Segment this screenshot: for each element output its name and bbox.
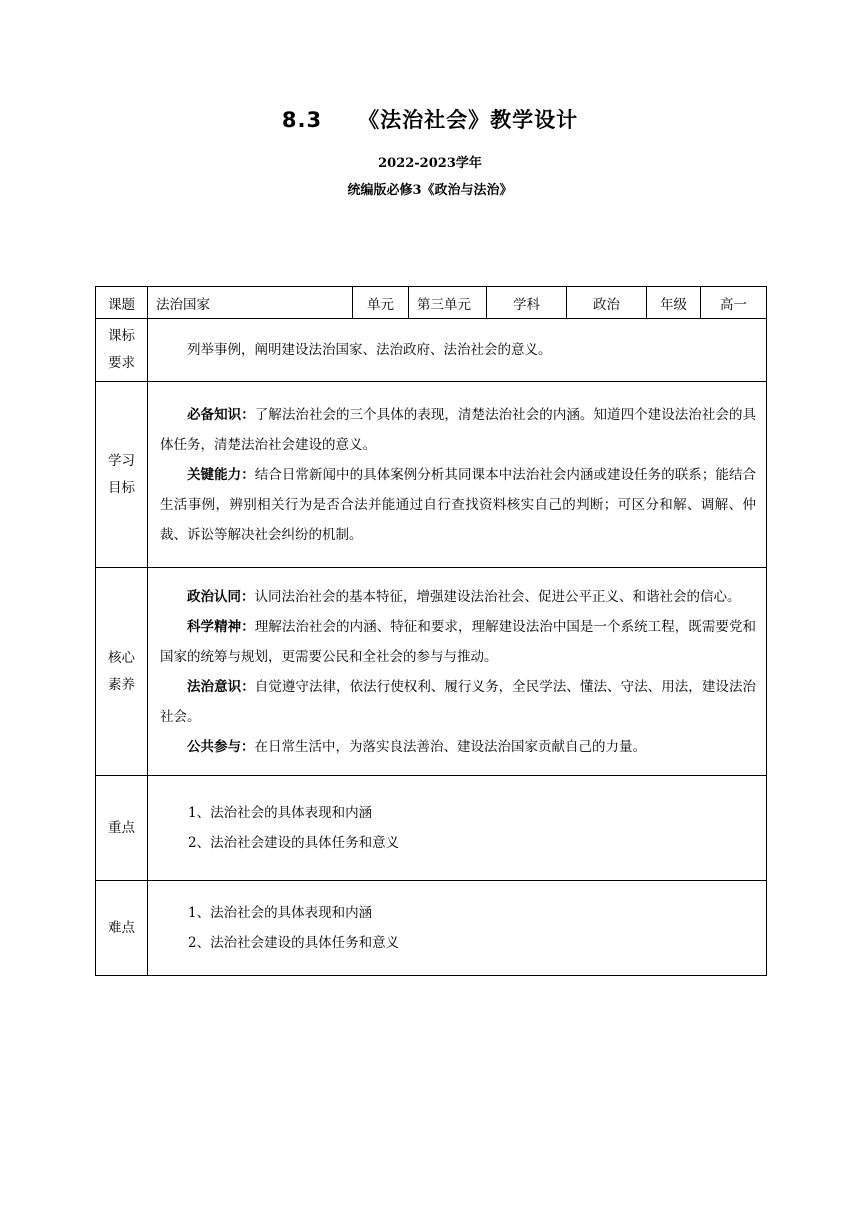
title-text: 《法治社会》教学设计	[358, 108, 579, 132]
objective-item: 关键能力：结合日常新闻中的具体案例分析其同课本中法治社会内涵或建设任务的联系；能结合生活事例，辨别相关行为是否合法并能通过自行查找资料核实自己的判断；可区分和解、调解、仲裁、诉讼等解决社会纠纷的机制。	[160, 466, 757, 543]
literacy-item: 科学精神：理解法治社会的内涵、特征和要求，理解建设法治中国是一个系统工程，既需要党和国家的统筹与规划，更需要公民和全社会的参与与推动。	[160, 618, 757, 665]
textbook-edition: 统编版必修3《政治与法治》	[347, 183, 513, 198]
key-point-item: 1、法治社会的具体表现和内涵	[188, 805, 373, 821]
header-row	[96, 287, 767, 319]
objectives-row	[96, 382, 767, 568]
topic-value: 法治国家	[148, 287, 353, 319]
standard-label: 课标 要求	[96, 319, 148, 382]
objective-item: 必备知识：了解法治社会的三个具体的表现，清楚法治社会的内涵。知道四个建设法治社会的具体任务，清楚法治社会建设的意义。	[160, 406, 757, 453]
grade-label: 年级	[647, 287, 701, 319]
difficulties-label: 难点	[96, 881, 148, 976]
section-number: 8.3	[281, 108, 323, 132]
document-title	[0, 104, 860, 134]
subject-label: 学科	[487, 287, 567, 319]
literacy-item: 公共参与：在日常生活中，为落实良法善治、建设法治国家贡献自己的力量。	[187, 738, 646, 755]
lesson-design-table	[95, 286, 767, 976]
literacy-row	[96, 568, 767, 776]
objectives-label: 学习 目标	[96, 382, 148, 568]
unit-label: 单元	[353, 287, 409, 319]
subject-value: 政治	[567, 287, 647, 319]
key-point-item: 2、法治社会建设的具体任务和意义	[188, 835, 400, 851]
key-points-row	[96, 776, 767, 881]
key-points-label: 重点	[96, 776, 148, 881]
school-year: 2022-2023学年	[378, 156, 482, 171]
unit-value: 第三单元	[409, 287, 487, 319]
topic-label: 课题	[96, 287, 148, 319]
difficulty-item: 1、法治社会的具体表现和内涵	[188, 905, 373, 921]
literacy-item: 政治认同：认同法治社会的基本特征，增强建设法治社会、促进公平正义、和谐社会的信心。	[187, 588, 741, 605]
literacy-label: 核心 素养	[96, 568, 148, 776]
standard-text: 列举事例，阐明建设法治国家、法治政府、法治社会的意义。	[187, 342, 552, 358]
difficulty-item: 2、法治社会建设的具体任务和意义	[188, 935, 400, 951]
grade-value: 高一	[701, 287, 767, 319]
standard-row	[96, 319, 767, 382]
difficulties-row	[96, 881, 767, 976]
literacy-item: 法治意识：自觉遵守法律，依法行使权利、履行义务，全民学法、懂法、守法、用法，建设法治社会。	[160, 678, 757, 725]
